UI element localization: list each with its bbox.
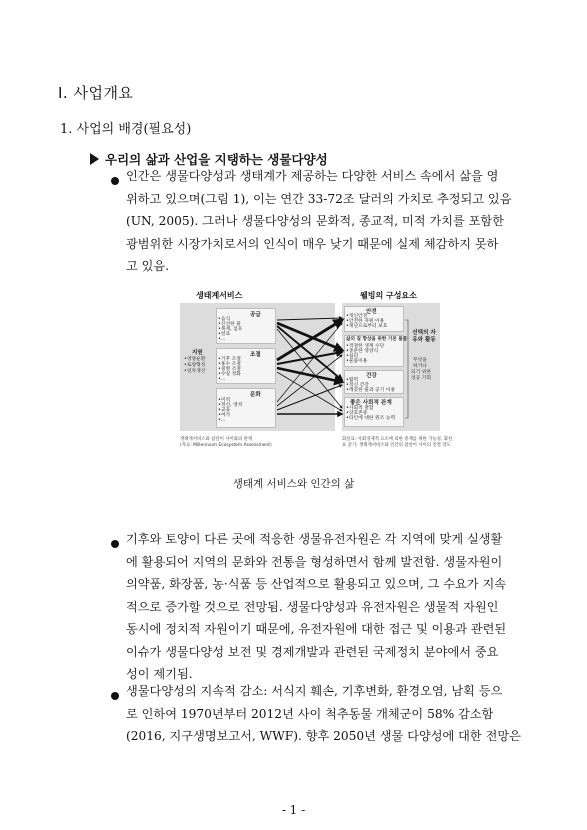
support-item: •영양순환 xyxy=(184,357,206,362)
figure-left-title: 생태계서비스 xyxy=(196,291,243,300)
social-item: •타인에 대한 원조 능력 xyxy=(346,416,396,421)
bullet-icon xyxy=(111,692,119,700)
paragraph-line: 광범위한 시장가치로서의 인식이 매우 낮기 때문에 실제 체감하지 못하 xyxy=(126,236,499,251)
paragraph-line: 성이 제기됨. xyxy=(126,667,193,681)
culture-label: 문화 xyxy=(250,392,261,398)
paragraph-line: 적으로 증가할 것으로 전망됨. 생물다양성과 유전자원은 생물적 자원인 xyxy=(126,599,499,614)
footnote-left: 생태계서비스와 참살이 사이와의 관계 xyxy=(180,437,253,442)
security-item: •안전한 자원 이용 xyxy=(346,319,385,324)
freedom-label: 선택의 자유와 활동 xyxy=(412,330,436,343)
provision-label: 공급 xyxy=(250,312,261,318)
culture-item: •여가 xyxy=(218,413,231,418)
regulation-item: •홍수 조절 xyxy=(218,362,241,367)
section-title: Ⅰ. 사업개요 xyxy=(58,84,134,102)
subsection-title: 1. 사업의 배경(필요성) xyxy=(60,122,192,137)
regulation-item: •수질 정화 xyxy=(218,372,241,377)
security-label: 안전 xyxy=(366,309,377,315)
support-item: •일차생산 xyxy=(184,369,206,374)
material-item: •물품이용 xyxy=(346,359,368,364)
regulation-label: 조절 xyxy=(250,352,261,358)
provision-item: •신선한 물 xyxy=(218,322,241,327)
paragraph-line: 인간은 생물다양성과 생태계가 제공하는 다양한 서비스 속에서 삶을 영 xyxy=(126,169,499,183)
regulation-item: •기후 조절 xyxy=(218,357,241,362)
paragraph-line: 고 있음. xyxy=(126,259,170,273)
provision-item: •... xyxy=(218,337,226,342)
bullet-icon xyxy=(111,540,119,548)
support-label: 지원 xyxy=(192,350,203,356)
freedom-item: 하거나 xyxy=(413,364,427,369)
paragraph-line: 동시에 정치적 자원이기 때문에, 유전자원에 대한 접근 및 이용과 관련된 xyxy=(126,622,507,636)
material-item: •쉼터 xyxy=(346,354,359,359)
triangle-bullet-icon xyxy=(90,153,99,165)
regulation-item: •질병 조절 xyxy=(218,367,241,372)
culture-item: •미적 xyxy=(218,398,231,403)
page-number: - 1 - xyxy=(281,803,306,817)
freedom-item: 되기 위한 xyxy=(411,370,432,375)
culture-item: •정신, 영적 xyxy=(218,403,243,408)
paragraph-1 xyxy=(126,165,532,278)
health-label: 건강 xyxy=(366,373,377,379)
culture-item: •교육 xyxy=(218,408,231,413)
material-item: •충분한 영양식 xyxy=(346,349,379,354)
freedom-item: 무엇을 xyxy=(413,358,427,363)
paragraph-2 xyxy=(126,528,532,686)
footnote-left: (자료: Millennium Ecosystem Assessment) xyxy=(180,443,272,448)
paragraph-line: 위하고 있으며(그림 1), 이는 연간 33-72조 달러의 가치로 추정되고 있음 xyxy=(126,191,512,206)
ecosystem-figure xyxy=(180,290,453,470)
support-item: •토양형성 xyxy=(184,363,206,368)
paragraph-line: 의약품, 화장품, 농·식품 등 산업적으로 활용되고 있으며, 그 수요가 지속 xyxy=(126,577,507,591)
paragraph-line: (2016, 지구생명보고서, WWF). 향후 2050년 생물 다양성에 대한 전망은 xyxy=(126,729,521,743)
paragraph-line: (UN, 2005). 그러나 생물다양성의 문화적, 종교적, 미적 가치를 포함한 xyxy=(126,214,504,228)
bullet-icon xyxy=(111,177,119,185)
material-item: •적절한 생계 수단 xyxy=(346,344,385,349)
footnote-right: 화살표: 사회경제적 요소에 의한 중재를 위한 가능성, 화살 xyxy=(342,437,453,442)
provision-item: •목재, 섬유 xyxy=(218,327,243,332)
health-item: •활력 xyxy=(346,378,359,383)
provision-item: •연료 xyxy=(218,332,231,337)
paragraph-line: 기후와 토양이 다른 곳에 적응한 생물유전자원은 각 지역에 맞게 실생활 xyxy=(126,532,503,546)
paragraph-3 xyxy=(126,680,532,748)
health-item: •정신 건강 xyxy=(346,383,369,388)
social-label: 좋은 사회적 관계 xyxy=(350,400,392,406)
provision-item: •음식 xyxy=(218,317,231,322)
social-item: •상호존중 xyxy=(346,411,368,416)
heading-text: 우리의 삶과 산업을 지탱하는 생물다양성 xyxy=(105,152,328,167)
paragraph-line: 이슈가 생물다양성 보전 및 경제개발과 관련된 국제정치 분야에서 중요 xyxy=(126,644,499,659)
social-item: •사회적 결합 xyxy=(346,406,374,411)
security-item: •재난으로부터 보호 xyxy=(346,324,388,329)
paragraph-line: 생물다양성의 지속적 감소: 서식지 훼손, 기후변화, 환경오염, 남획 등으 xyxy=(126,684,503,698)
figure-right-title: 웰빙의 구성요소 xyxy=(360,291,417,300)
freedom-item: 성공 기회 xyxy=(411,376,432,381)
footnote-right: 표 굵기: 생태계서비스와 인간의 참살이 사이의 연결 강도 xyxy=(342,443,451,448)
health-item: •깨끗한 물과 공기 이용 xyxy=(346,388,396,393)
arrow-lines xyxy=(180,290,440,440)
security-item: •개인안전 xyxy=(346,314,368,319)
figure-caption: 생태계 서비스와 인간의 삶 xyxy=(232,478,355,490)
culture-item: •... xyxy=(218,418,226,423)
regulation-item: •... xyxy=(218,377,226,382)
paragraph-line: 로 인하여 1970년부터 2012년 사이 척추동물 개체군이 58% 감소함 xyxy=(126,706,494,721)
material-label: 삶의 질 향상을 위한 기본 물품 xyxy=(346,337,408,342)
paragraph-line: 에 활용되어 지역의 문화와 전통을 형성하면서 함께 발전함. 생물자원이 xyxy=(126,554,503,569)
